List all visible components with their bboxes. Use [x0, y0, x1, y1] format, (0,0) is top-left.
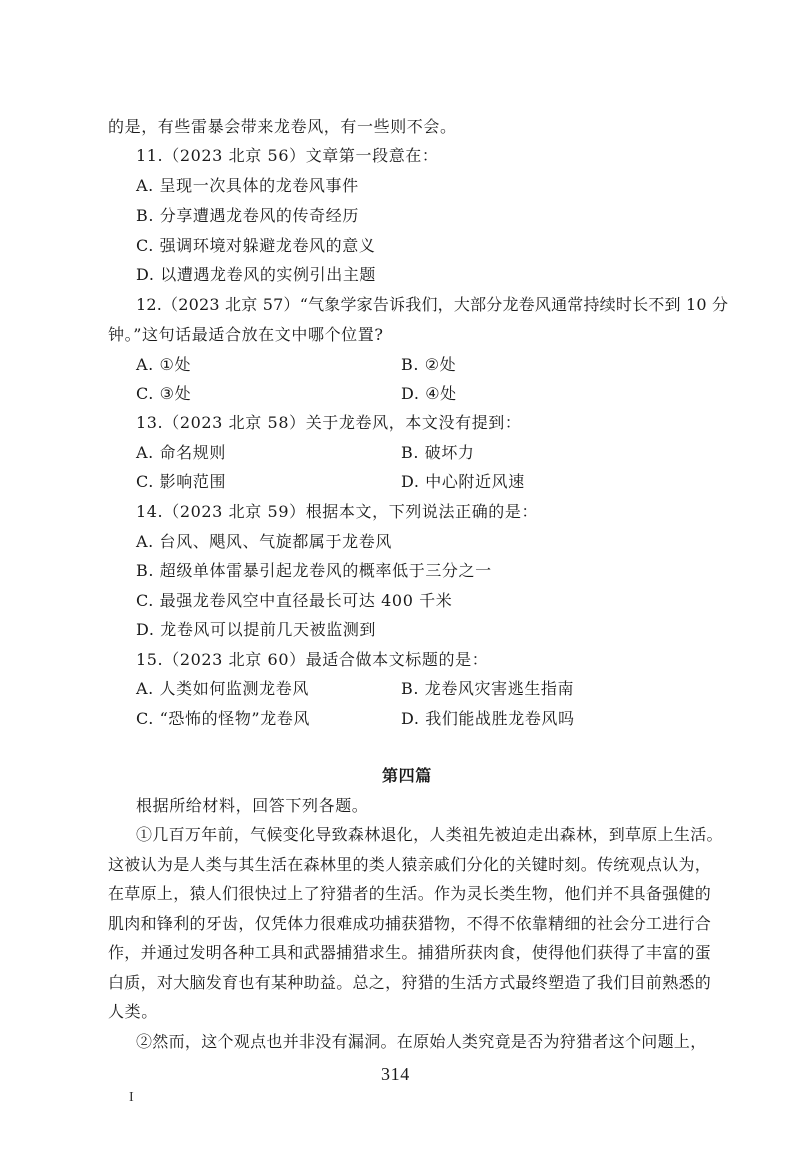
paragraph-1-line: 这被认为是人类与其生活在森林里的类人猿亲戚们分化的关键时刻。传统观点认为， [108, 855, 712, 874]
question-15-option-c: C. “恐怖的怪物”龙卷风 [136, 709, 311, 728]
question-11-option-a: A. 呈现一次具体的龙卷风事件 [136, 176, 359, 195]
question-12-stem-line2: 钟。”这句话最适合放在文中哪个位置? [108, 325, 384, 344]
paragraph-1-line: 人类。 [108, 1002, 158, 1021]
paragraph-1-line: 作，并通过发明各种工具和武器捕猎求生。捕猎所获肉食，使得他们获得了丰富的蛋 [108, 943, 712, 962]
section-instruction: 根据所给材料，回答下列各题。 [136, 796, 369, 815]
question-15-stem: 15.（2023 北京 60）最适合做本文标题的是： [136, 650, 489, 669]
paragraph-2-line: ②然而，这个观点也并非没有漏洞。在原始人类究竟是否为狩猎者这个问题上， [136, 1032, 707, 1051]
question-14-stem: 14.（2023 北京 59）根据本文，下列说法正确的是： [136, 502, 539, 521]
fragment-line: 的是，有些雷暴会带来龙卷风，有一些则不会。 [108, 117, 457, 136]
question-13-option-a: A. 命名规则 [136, 443, 226, 462]
question-14-option-a: A. 台风、飓风、气旋都属于龙卷风 [136, 532, 392, 551]
question-13-stem: 13.（2023 北京 58）关于龙卷风，本文没有提到： [136, 413, 522, 432]
question-15-option-b: B. 龙卷风灾害逃生指南 [401, 679, 575, 698]
paragraph-1-line: 白质，对大脑发育也有某种助益。总之，狩猎的生活方式最终塑造了我们目前熟悉的 [108, 973, 712, 992]
question-14-option-c: C. 最强龙卷风空中直径最长可达 400 千米 [136, 591, 453, 610]
question-13-option-d: D. 中心附近风速 [401, 472, 525, 491]
question-13-option-c: C. 影响范围 [136, 472, 227, 491]
question-12-option-d: D. ④处 [401, 384, 457, 403]
question-13-option-b: B. 破坏力 [401, 443, 475, 462]
paragraph-1-line: 在草原上，猿人们很快过上了狩猎者的生活。作为灵长类生物，他们并不具备强健的 [108, 884, 712, 903]
question-12-option-b: B. ②处 [401, 355, 457, 374]
question-15-option-a: A. 人类如何监测龙卷风 [136, 679, 309, 698]
question-11-option-d: D. 以遭遇龙卷风的实例引出主题 [136, 265, 377, 284]
question-15-option-d: D. 我们能战胜龙卷风吗 [401, 709, 575, 728]
question-12-option-a: A. ①处 [136, 355, 192, 374]
paragraph-1-line: 肌肉和锋利的牙齿，仅凭体力很难成功捕获猎物，不得不依靠精细的社会分工进行合 [108, 914, 712, 933]
question-11-stem: 11.（2023 北京 56）文章第一段意在： [136, 146, 439, 165]
question-12-option-c: C. ③处 [136, 384, 192, 403]
page-number: 314 [381, 1064, 410, 1084]
paragraph-1-line: ①几百万年前，气候变化导致森林退化，人类祖先被迫走出森林，到草原上生活。 [136, 825, 723, 844]
section-title: 第四篇 [382, 766, 432, 785]
question-11-option-b: B. 分享遭遇龙卷风的传奇经历 [136, 206, 359, 225]
question-14-option-b: B. 超级单体雷暴引起龙卷风的概率低于三分之一 [136, 561, 492, 580]
question-11-option-c: C. 强调环境对躲避龙卷风的意义 [136, 236, 376, 255]
question-14-option-d: D. 龙卷风可以提前几天被监测到 [136, 620, 377, 639]
margin-mark: I [129, 1090, 135, 1105]
question-12-stem-line1: 12.（2023 北京 57）“气象学家告诉我们，大部分龙卷风通常持续时长不到 10 分 [136, 295, 729, 314]
